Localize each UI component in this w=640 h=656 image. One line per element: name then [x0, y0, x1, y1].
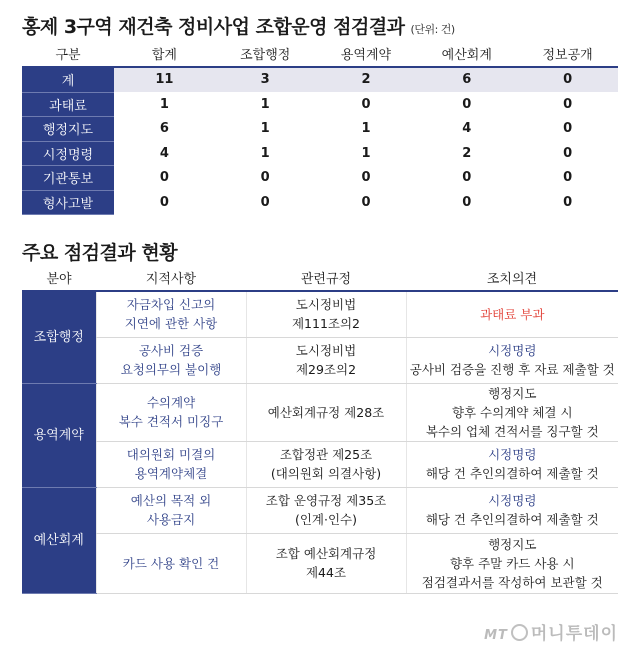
summary-row — [22, 117, 618, 142]
action-head: 시정명령 — [488, 447, 537, 462]
action-cell — [406, 291, 618, 337]
details-row — [22, 441, 618, 487]
details-header: 조치의견 — [406, 264, 618, 291]
cell-line: 요청의무의 불이행 — [120, 362, 222, 377]
summary-header: 구분 — [22, 40, 114, 67]
details-header: 지적사항 — [96, 264, 246, 291]
summary-cell: 2 — [316, 67, 417, 92]
summary-cell: 0 — [416, 166, 517, 191]
cell-line: 도시정비법 — [295, 297, 357, 313]
summary-cell: 2 — [416, 141, 517, 166]
unit-label: (단위: 건) — [410, 23, 455, 36]
summary-cell: 3 — [215, 67, 316, 92]
summary-cell: 11 — [114, 67, 215, 92]
details-row — [22, 533, 618, 593]
summary-header: 조합행정 — [215, 40, 316, 67]
cell-line: 예산의 목적 외 — [130, 493, 212, 508]
summary-row-label: 시정명령 — [22, 141, 114, 166]
brand-circle-icon — [511, 624, 528, 641]
cell-line: 사용금지 — [146, 512, 196, 527]
cell-line: 도시정비법 — [295, 343, 357, 358]
issue-cell — [96, 291, 246, 337]
summary-cell: 6 — [416, 67, 517, 92]
summary-cell: 0 — [114, 190, 215, 215]
summary-header: 용역계약 — [316, 40, 417, 67]
summary-cell: 1 — [215, 141, 316, 166]
title-text: 홍제 3구역 재건축 정비사업 조합운영 점검결과 — [22, 16, 405, 38]
action-head: 시정명령 — [488, 343, 537, 358]
cell-line: 복수 견적서 미징구 — [118, 414, 224, 429]
summary-cell: 6 — [114, 117, 215, 142]
summary-table — [22, 40, 618, 215]
cell-line: 향후 주말 카드 사용 시 — [449, 555, 575, 571]
details-row — [22, 291, 618, 337]
cell-line: 수의계약 — [146, 395, 196, 410]
rule-cell — [246, 383, 406, 441]
action-head: 행정지도 — [488, 385, 537, 401]
summary-row — [22, 92, 618, 117]
cell-line: 예산회계규정 제28조 — [267, 404, 385, 420]
action-cell — [406, 487, 618, 533]
action-head: 과태료 부과 — [480, 306, 545, 322]
rule-cell — [246, 291, 406, 337]
action-cell — [406, 383, 618, 441]
area-label: 예산회계 — [22, 487, 96, 593]
cell-line: 점검결과서를 작성하여 보관할 것 — [421, 574, 603, 590]
summary-row — [22, 166, 618, 191]
issue-cell — [96, 383, 246, 441]
summary-cell: 0 — [517, 166, 618, 191]
brand-logo — [484, 619, 618, 644]
summary-cell: 0 — [517, 141, 618, 166]
summary-cell: 4 — [416, 117, 517, 142]
summary-cell: 0 — [517, 117, 618, 142]
summary-cell: 1 — [316, 141, 417, 166]
summary-row — [22, 67, 618, 92]
summary-row-label: 형사고발 — [22, 190, 114, 215]
summary-row-label: 과태료 — [22, 92, 114, 117]
action-cell — [406, 337, 618, 383]
cell-line: 카드 사용 확인 건 — [122, 555, 220, 571]
summary-header: 정보공개 — [517, 40, 618, 67]
cell-line: 제111조의2 — [291, 316, 361, 332]
page-title — [22, 12, 455, 39]
summary-cell: 0 — [114, 166, 215, 191]
cell-line: 조합정관 제25조 — [279, 447, 373, 462]
issue-cell — [96, 441, 246, 487]
cell-line: 복수의 업체 견적서를 징구할 것 — [425, 423, 599, 439]
brand-prefix: MT — [484, 628, 508, 643]
section-title: 주요 점검결과 현황 — [22, 242, 178, 264]
summary-cell: 0 — [316, 166, 417, 191]
summary-cell: 0 — [215, 190, 316, 215]
cell-line: 공사비 검증을 진행 후 자료 제출할 것 — [409, 362, 615, 377]
details-row — [22, 487, 618, 533]
rule-cell — [246, 337, 406, 383]
cell-line: 해당 건 추인의결하여 제출할 것 — [425, 466, 599, 481]
cell-line: 자금차입 신고의 — [126, 297, 216, 313]
summary-header: 합계 — [114, 40, 215, 67]
issue-cell — [96, 337, 246, 383]
cell-line: 지연에 관한 사항 — [124, 316, 218, 332]
summary-row-label: 계 — [22, 67, 114, 92]
summary-cell: 0 — [316, 92, 417, 117]
action-head: 행정지도 — [488, 536, 537, 552]
action-cell — [406, 533, 618, 593]
cell-line: 해당 건 추인의결하여 제출할 것 — [425, 512, 599, 527]
summary-cell: 1 — [215, 92, 316, 117]
summary-cell: 4 — [114, 141, 215, 166]
summary-cell: 0 — [316, 190, 417, 215]
cell-line: 제44조 — [305, 565, 347, 580]
action-head: 시정명령 — [488, 493, 537, 508]
brand-name: 머니투데이 — [530, 624, 618, 644]
summary-row-label: 행정지도 — [22, 117, 114, 142]
cell-line: 제29조의2 — [295, 362, 357, 377]
summary-row — [22, 141, 618, 166]
details-table — [22, 264, 618, 594]
details-row — [22, 337, 618, 383]
summary-cell: 0 — [215, 166, 316, 191]
cell-line: (대의원회 의결사항) — [270, 466, 382, 481]
action-cell — [406, 441, 618, 487]
details-header: 분야 — [22, 264, 96, 291]
summary-cell: 0 — [517, 92, 618, 117]
summary-cell: 0 — [517, 67, 618, 92]
summary-cell: 0 — [416, 190, 517, 215]
rule-cell — [246, 533, 406, 593]
area-label: 조합행정 — [22, 291, 96, 383]
summary-cell: 1 — [215, 117, 316, 142]
cell-line: 대의원회 미결의 — [126, 447, 216, 462]
summary-cell: 0 — [517, 190, 618, 215]
issue-cell — [96, 533, 246, 593]
summary-cell: 1 — [316, 117, 417, 142]
cell-line: 조합 운영규정 제35조 — [265, 493, 387, 508]
summary-header: 예산회계 — [416, 40, 517, 67]
cell-line: (인계·인수) — [294, 512, 358, 527]
summary-row — [22, 190, 618, 215]
rule-cell — [246, 441, 406, 487]
summary-cell: 0 — [416, 92, 517, 117]
area-label: 용역계약 — [22, 383, 96, 487]
cell-line: 향후 수의계약 체결 시 — [451, 404, 573, 420]
details-row — [22, 383, 618, 441]
cell-line: 공사비 검증 — [138, 343, 204, 358]
summary-row-label: 기관통보 — [22, 166, 114, 191]
issue-cell — [96, 487, 246, 533]
cell-line: 용역계약체결 — [134, 466, 208, 481]
rule-cell — [246, 487, 406, 533]
details-header: 관련규정 — [246, 264, 406, 291]
cell-line: 조합 예산회계규정 — [275, 546, 377, 561]
summary-cell: 1 — [114, 92, 215, 117]
